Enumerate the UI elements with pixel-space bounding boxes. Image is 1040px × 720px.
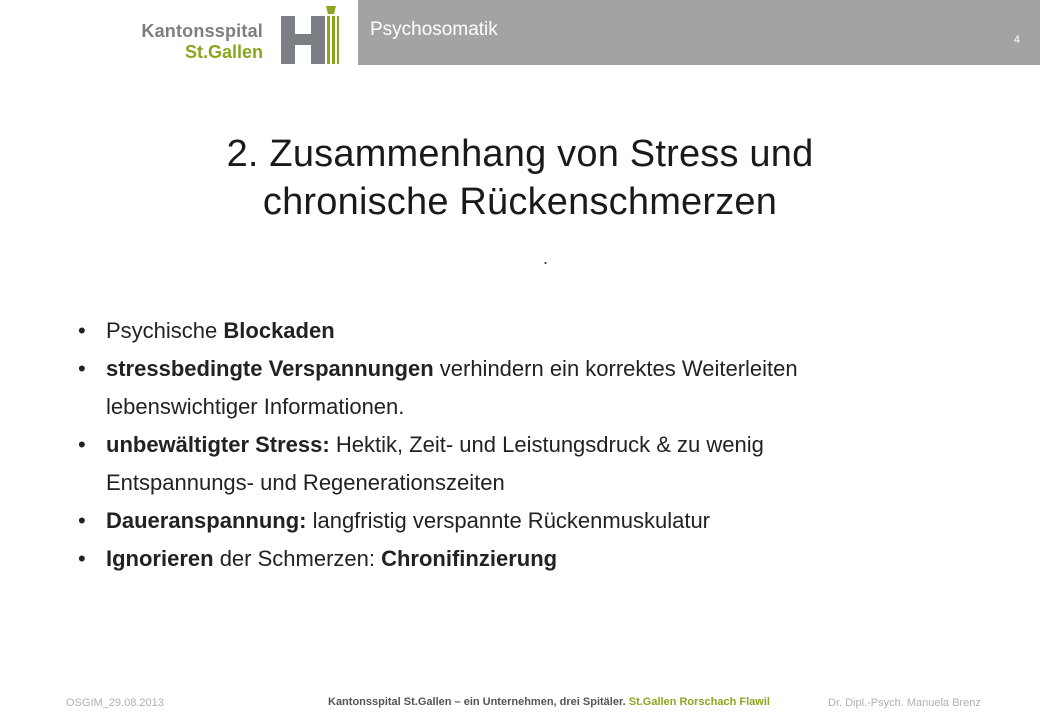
bullet-marker: • — [78, 318, 86, 343]
bullet-bold-text: unbewältigter Stress: — [106, 432, 330, 457]
bullet-item — [78, 502, 1008, 540]
bullet-text: Psychische — [106, 318, 224, 343]
bullet-item — [78, 312, 1008, 350]
logo — [0, 0, 358, 66]
bullet-item — [78, 426, 1008, 502]
bullet-bold-text: Ignorieren — [106, 546, 214, 571]
footer-author: Dr. Dipl.-Psych. Manuela Brenz — [828, 697, 981, 709]
footer-slogan — [328, 696, 770, 708]
slide-title-line2: chronische Rückenschmerzen — [262, 181, 778, 223]
logo-line-stgallen: St.Gallen — [184, 42, 263, 62]
bullet-text: verhindern ein korrektes Weiterleiten — [433, 356, 798, 381]
slide-title — [0, 130, 1040, 226]
logo-line-kantonsspital: Kantonsspital — [141, 21, 263, 41]
bullet-marker: • — [78, 432, 86, 457]
footer-date: OSGIM_29.08.2013 — [66, 697, 164, 709]
bullet-marker: • — [78, 546, 86, 571]
header-bar — [358, 0, 1040, 65]
bullet-continuation: lebenswichtiger Informationen. — [106, 394, 405, 419]
header-title: Psychosomatik — [370, 19, 498, 40]
bullet-marker: • — [78, 356, 86, 381]
bullet-item — [78, 350, 1008, 426]
slide-title-line1: 2. Zusammenhang von Stress und — [226, 133, 814, 175]
bullet-list — [78, 312, 1008, 578]
bullet-bold-text: Daueranspannung: — [106, 508, 307, 533]
title-dot: . — [543, 248, 549, 268]
footer-locations: St.Gallen Rorschach Flawil — [628, 696, 770, 708]
bullet-bold-text: Chronifinzierung — [381, 546, 558, 571]
logo-wordmark — [141, 21, 263, 63]
bullet-text: der Schmerzen: — [213, 546, 382, 571]
page-number: 4 — [1013, 34, 1020, 46]
footer-slogan-text: Kantonsspital St.Gallen – ein Unternehmen, drei Spitäler. — [328, 696, 626, 708]
bullet-bold-text: Blockaden — [223, 318, 335, 343]
bullet-item — [78, 540, 1008, 578]
bullet-bold-text: stressbedingte Verspannungen — [106, 356, 434, 381]
bullet-continuation: Entspannungs- und Regenerationszeiten — [106, 470, 505, 495]
bullet-marker: • — [78, 508, 86, 533]
bullet-text: langfristig verspannte Rückenmuskulatur — [306, 508, 710, 533]
bullet-text: Hektik, Zeit- und Leistungsdruck & zu wenig — [329, 432, 764, 457]
hospital-h-icon — [279, 4, 341, 66]
